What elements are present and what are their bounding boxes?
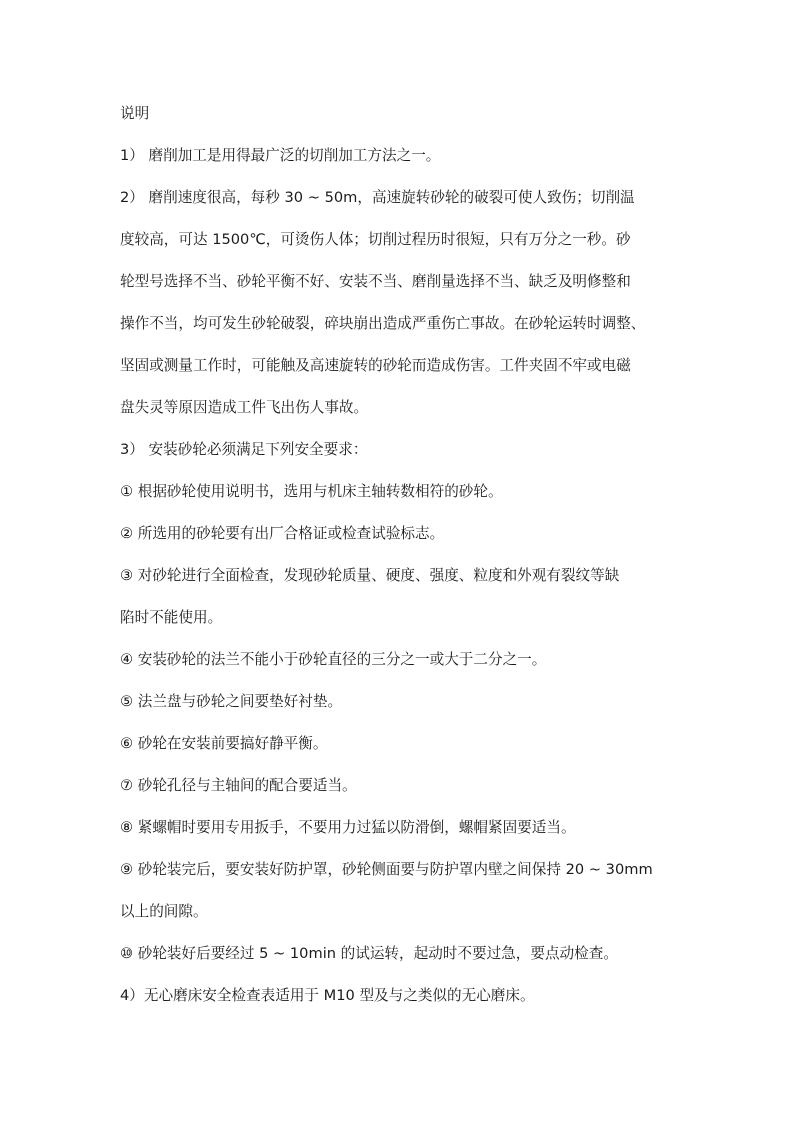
paragraph-2-line-3: 轮型号选择不当、砂轮平衡不好、安装不当、磨削量选择不当、缺乏及明修整和	[120, 273, 631, 290]
heading: 说明	[120, 105, 150, 122]
paragraph-1: 1） 磨削加工是用得最广泛的切削加工方法之一。	[120, 147, 441, 164]
list-item-10: ⑩ 砂轮装好后要经过 5 ~ 10min 的试运转，起动时不要过急，要点动检查。	[120, 945, 618, 962]
list-item-8: ⑧ 紧螺帽时要用专用扳手，不要用力过猛以防滑倒，螺帽紧固要适当。	[120, 819, 576, 836]
list-item-6: ⑥ 砂轮在安装前要搞好静平衡。	[120, 735, 328, 752]
document-body	[120, 104, 680, 1006]
list-item-5: ⑤ 法兰盘与砂轮之间要垫好衬垫。	[120, 693, 343, 710]
list-item-2: ② 所选用的砂轮要有出厂合格证或检查试验标志。	[120, 525, 445, 542]
paragraph-2-line-4: 操作不当，均可发生砂轮破裂，碎块崩出造成严重伤亡事故。在砂轮运转时调整、	[120, 315, 646, 332]
list-item-1: ① 根据砂轮使用说明书，选用与机床主轴转数相符的砂轮。	[120, 483, 503, 500]
paragraph-2-line-1: 2） 磨削速度很高，每秒 30 ~ 50m，高速旋转砂轮的破裂可使人致伤；切削温	[120, 189, 635, 206]
paragraph-3: 3） 安装砂轮必须满足下列安全要求：	[120, 441, 368, 458]
list-item-3-line-2: 陷时不能使用。	[120, 609, 223, 626]
paragraph-2-line-2: 度较高，可达 1500℃，可烫伤人体；切削过程历时很短，只有万分之一秒。砂	[120, 231, 631, 248]
list-item-4: ④ 安装砂轮的法兰不能小于砂轮直径的三分之一或大于二分之一。	[120, 651, 547, 668]
paragraph-2-line-5: 坚固或测量工作时，可能触及高速旋转的砂轮而造成伤害。工件夹固不牢或电磁	[120, 357, 631, 374]
list-item-3-line-1: ③ 对砂轮进行全面检查，发现砂轮质量、硬度、强度、粒度和外观有裂纹等缺	[120, 567, 620, 584]
list-item-9-line-1: ⑨ 砂轮装完后，要安装好防护罩，砂轮侧面要与防护罩内壁之间保持 20 ~ 30mm	[120, 861, 653, 878]
list-item-7: ⑦ 砂轮孔径与主轴间的配合要适当。	[120, 777, 357, 794]
list-item-9-line-2: 以上的间隙。	[120, 903, 208, 920]
paragraph-4: 4）无心磨床安全检查表适用于 M10 型及与之类似的无心磨床。	[120, 987, 535, 1004]
paragraph-2-line-6: 盘失灵等原因造成工件飞出伤人事故。	[120, 399, 369, 416]
